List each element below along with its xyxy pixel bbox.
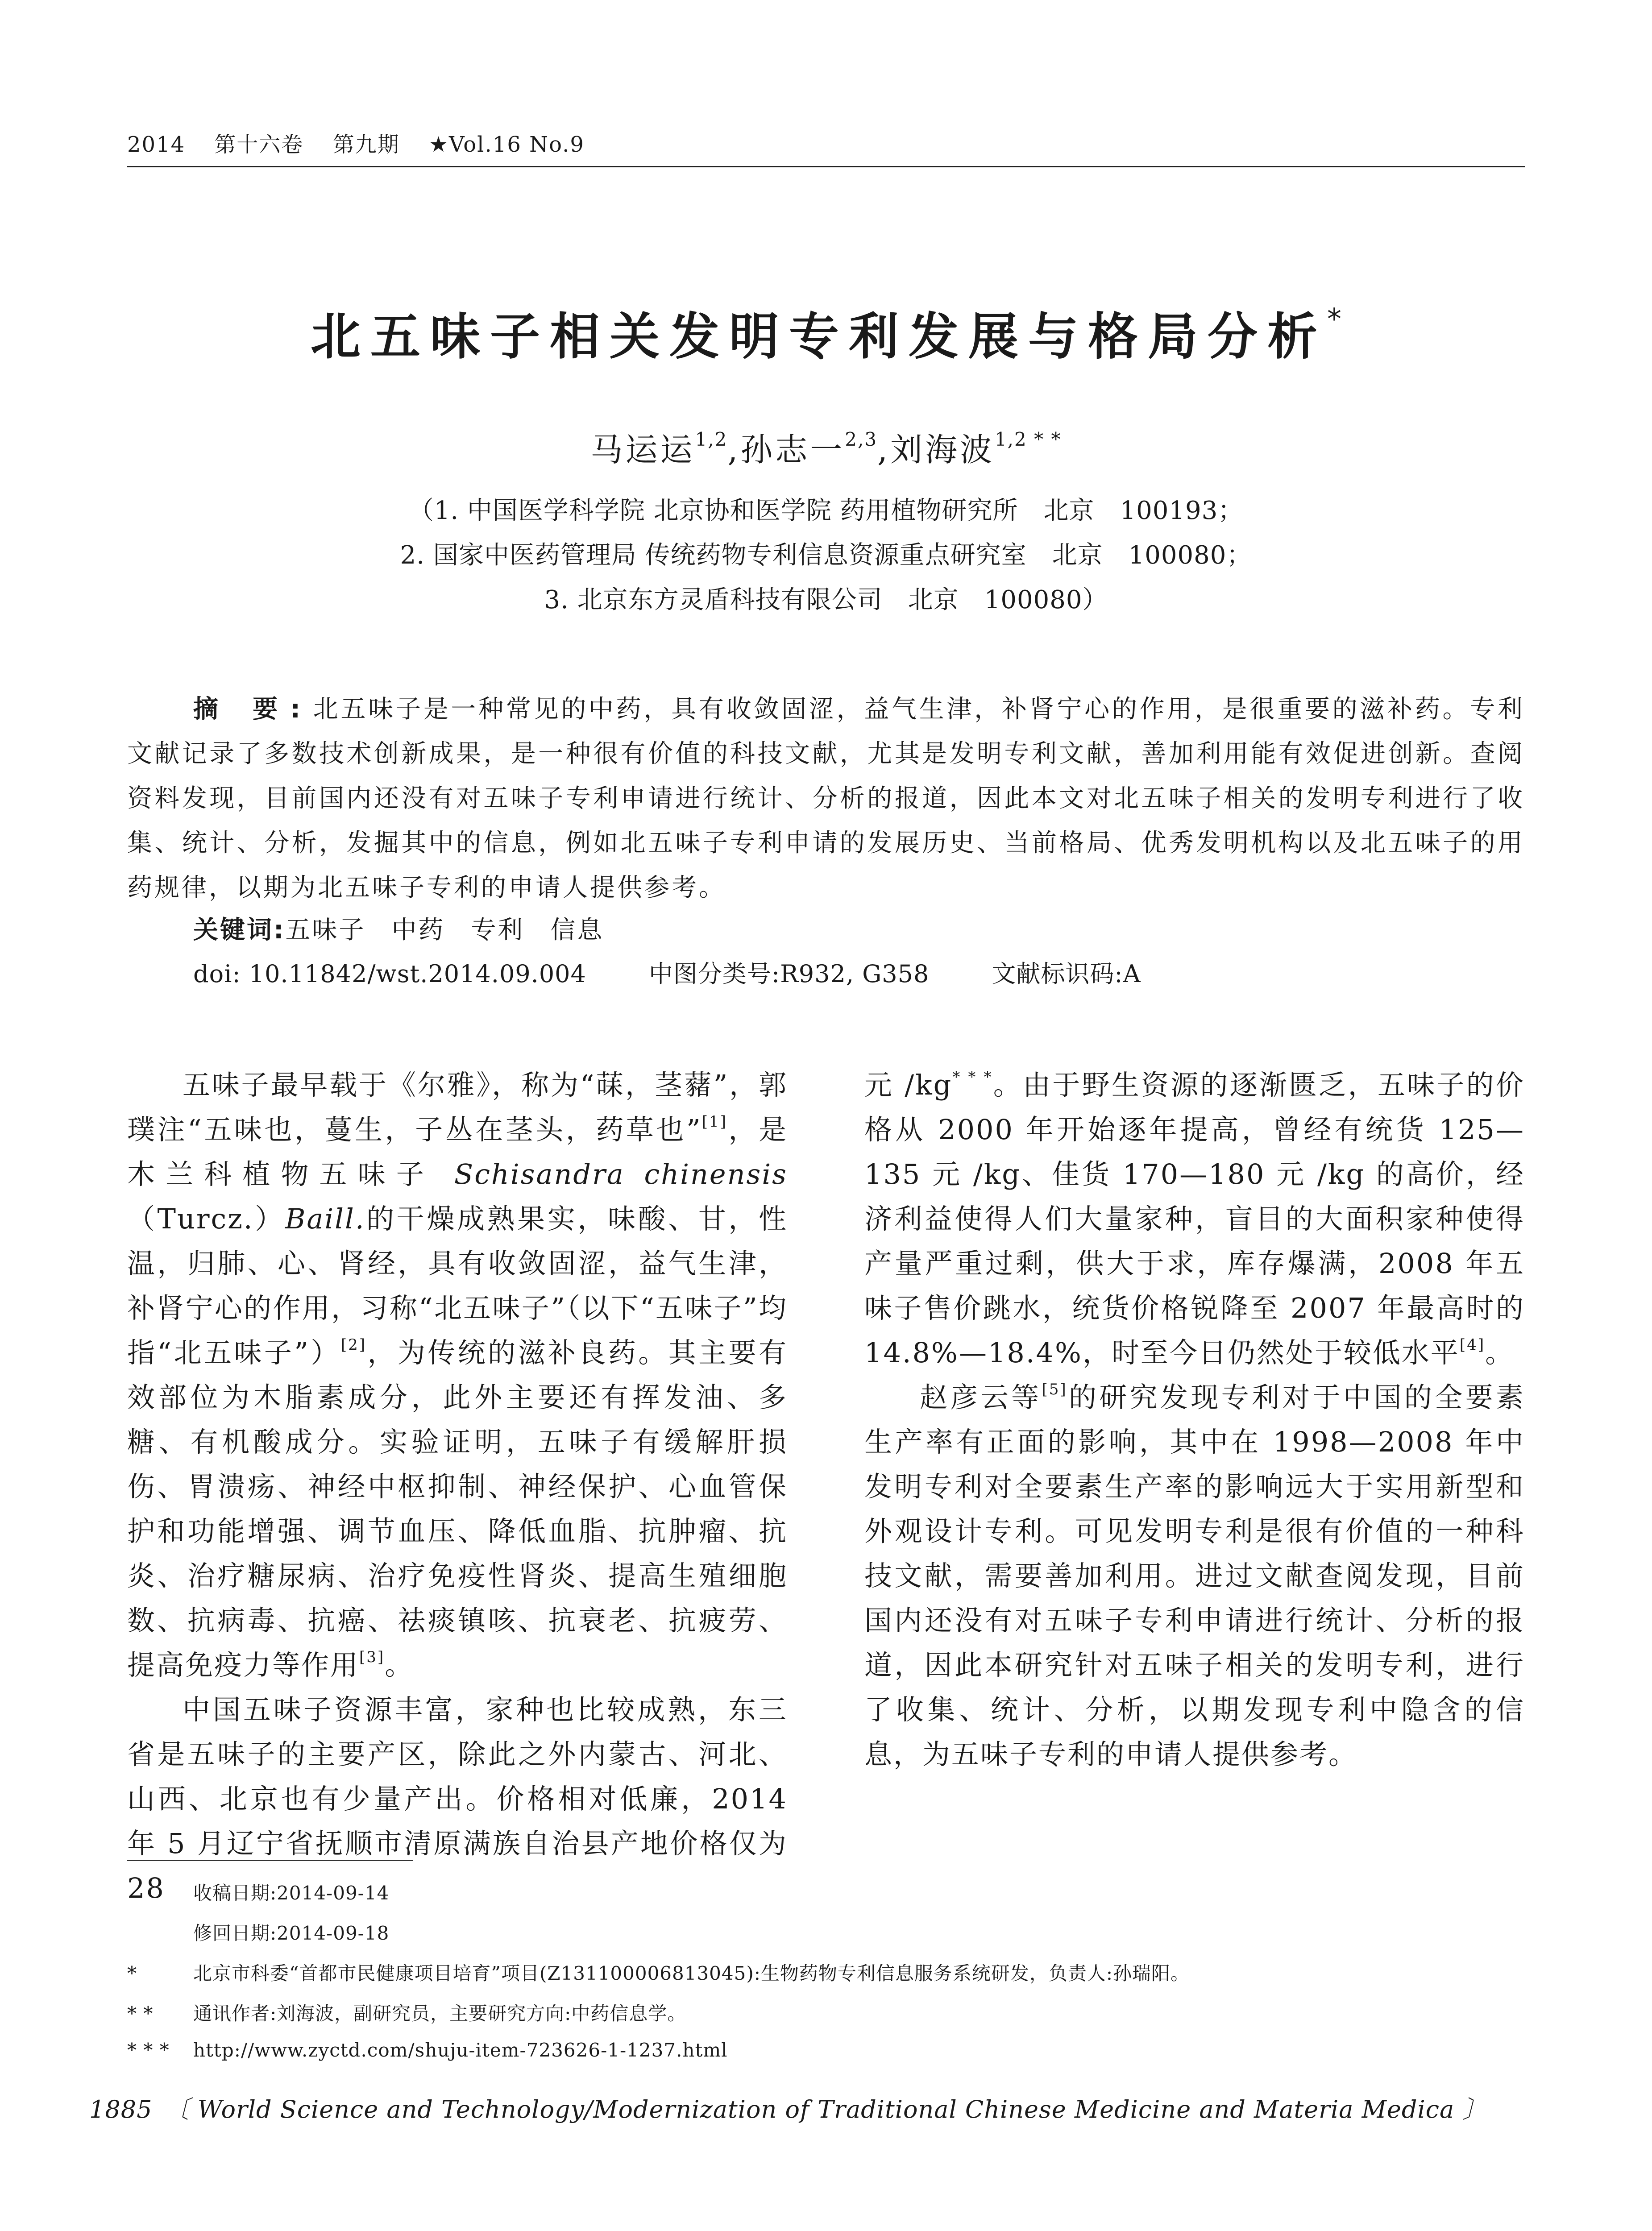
- body-text: 赵彦云等: [920, 1381, 1042, 1414]
- author-name: 孙志一: [740, 431, 845, 469]
- running-header: [127, 127, 606, 158]
- author-list: [0, 424, 1652, 470]
- body-text: 的干燥成熟果实，味酸、甘，性温，归肺、心、肾经，具有收敛固涩，益气生津，补肾宁心的作用，习称“北五味子”（以下“五味子”均指“北五味子”）: [127, 1203, 788, 1369]
- article-metadata: [193, 955, 1204, 989]
- funding-note: [127, 1959, 1190, 1986]
- footnote-text: 北京市科委“首都市民健康项目培育”项目(Z131100006813045):生物药物专利信息服务系统研发，负责人:孙瑞阳。: [193, 1962, 1190, 1984]
- footnote-mark: * * *: [952, 1068, 993, 1086]
- keyword: 专利: [471, 916, 525, 945]
- citation: [4]: [1459, 1336, 1486, 1354]
- keywords: [193, 910, 630, 946]
- page-number: 1885: [89, 2095, 153, 2123]
- body-text: ，是木兰科植物五味子: [127, 1113, 788, 1190]
- title-footnote-mark: *: [1327, 303, 1341, 336]
- author-name: 马运运: [590, 431, 695, 469]
- affiliation-line: （1. 中国医学科学院 北京协和医学院 药用植物研究所 北京 100193；: [408, 496, 1244, 525]
- classification-number: 中图分类号:R932, G358: [648, 960, 930, 988]
- header-volume: 第十六卷: [214, 132, 304, 157]
- corresponding-author-note: [127, 1999, 686, 2026]
- received-date: 收稿日期:2014-09-14: [193, 1882, 390, 1904]
- author-affiliation-mark: 2,3: [845, 428, 878, 450]
- page-footer: [89, 2090, 1487, 2125]
- body-paragraph: [127, 1063, 788, 1688]
- body-text: ，为传统的滋补良药。其主要有效部位为木脂素成分，此外主要还有挥发油、多糖、有机酸成分。实验证明，五味子有缓解肝损伤、胃溃疡、神经中枢抑制、神经保护、心血管保护和功能增强、调节血压、降低血脂、抗肿瘤、抗炎、治疗糖尿病、治疗免疫性肾炎、提高生殖细胞数、抗病毒、抗癌、祛痰镇咳、抗衰老、抗疲劳、提高免疫力等作用: [127, 1336, 788, 1681]
- species-authority: Baill.: [285, 1203, 365, 1235]
- body-paragraph: 中国五味子资源丰富，家种也比较成熟，东三省是五味子的主要产区，除此之外内蒙古、河北、山西、北京也有少量产出。价格相对低廉，2014 年 5 月辽宁省抚顺市清原满族自治县产地价格仅为 28: [127, 1693, 788, 1904]
- journal-name: 〔 World Science and Technology/Modernization of Traditional Chinese Medicine and Materia Medica 〕: [165, 2095, 1487, 2123]
- body-paragraph: [864, 1375, 1525, 1777]
- abstract-label: 摘 要:: [193, 695, 313, 724]
- footnote-mark: * * *: [127, 2039, 170, 2061]
- keyword: 五味子: [285, 916, 366, 945]
- body-text: 五味子最早载于《尔雅》，称为“菋，茎藸”，郭璞注“五味也，蔓生，子丛在茎头，药草也”: [127, 1069, 788, 1146]
- footnote-url[interactable]: http://www.zyctd.com/shuju-item-723626-1-1237.html: [193, 2039, 728, 2061]
- citation: [2]: [340, 1336, 366, 1354]
- paper-title: [0, 297, 1652, 369]
- footnote-mark: *: [127, 1962, 137, 1984]
- footnote-mark: * *: [127, 2003, 154, 2024]
- footnote-rule: [127, 1860, 413, 1861]
- author-separator: ,: [727, 431, 741, 469]
- keywords-label: 关键词:: [193, 916, 286, 945]
- footnote-text: 通讯作者:刘海波，副研究员，主要研究方向:中药信息学。: [193, 2003, 687, 2024]
- body-text: 。: [1485, 1336, 1515, 1369]
- body-paragraph: [864, 1063, 1525, 1375]
- body-text: 。由于野生资源的逐渐匮乏，五味子的价格从 2000 年开始逐年提高，曾经有统货 125—135 元 /kg、佳货 170—180 元 /kg 的高价，经济利益使得人们大量家种，盲目的大面积家种使得产量严重过剩，供大于求，库存爆满，2008 年五味子售价跳水，统货价格锐降至 2007 年最高时的 14.8%—18.4%，时至今日仍然处于较低水平: [864, 1069, 1525, 1369]
- citation: [3]: [359, 1648, 385, 1666]
- affiliation-line: 3. 北京东方灵盾科技有限公司 北京 100080）: [544, 585, 1108, 614]
- body-text: 。: [385, 1649, 414, 1681]
- species-name: Schisandra chinensis: [454, 1158, 788, 1190]
- body-column-right: [864, 1063, 1525, 1777]
- citation: [5]: [1042, 1381, 1067, 1398]
- author-affiliation-mark: 1,2 * *: [994, 428, 1062, 450]
- citation: [1]: [701, 1113, 727, 1131]
- header-volume-en: ★Vol.16 No.9: [428, 132, 585, 157]
- revised-date: 修回日期:2014-09-18: [193, 1922, 390, 1944]
- abstract-text: 北五味子是一种常见的中药，具有收敛固涩，益气生津，补肾宁心的作用，是很重要的滋补药。专利文献记录了多数技术创新成果，是一种很有价值的科技文献，尤其是发明专利文献，善加利用能有效促进创新。查阅资料发现，目前国内还没有对五味子专利申请进行统计、分析的报道，因此本文对北五味子相关的发明专利进行了收集、统计、分析，发掘其中的信息，例如北五味子专利申请的发展历史、当前格局、优秀发明机构以及北五味子的用药规律，以期为北五味子专利的申请人提供参考。: [127, 695, 1525, 902]
- body-text: （Turcz.）: [127, 1203, 285, 1235]
- body-text: 元 /kg: [864, 1069, 953, 1101]
- paper-title-text: 北五味子相关发明专利发展与格局分析: [311, 308, 1327, 366]
- author-separator: ,: [877, 431, 890, 469]
- author-name: 刘海波: [890, 431, 995, 469]
- abstract: [127, 687, 1525, 910]
- header-year: 2014: [127, 132, 186, 157]
- keyword: 中药: [391, 916, 445, 945]
- header-rule: [127, 166, 1525, 167]
- body-text: 的研究发现专利对于中国的全要素生产率有正面的影响，其中在 1998—2008 年中发明专利对全要素生产率的影响远大于实用新型和外观设计专利。可见发明专利是很有价值的一种科技文献，需要善加利用。进过文献查阅发现，目前国内还没有对五味子专利申请进行统计、分析的报道，因此本研究针对五味子相关的发明专利，进行了收集、统计、分析，以期发现专利中隐含的信息，为五味子专利的申请人提供参考。: [864, 1381, 1525, 1771]
- doi: doi: 10.11842/wst.2014.09.004: [193, 960, 586, 988]
- affiliation-line: 2. 国家中医药管理局 传统药物专利信息资源重点研究室 北京 100080；: [400, 541, 1252, 570]
- source-url-note: [127, 2039, 728, 2061]
- keyword: 信息: [550, 916, 604, 945]
- body-column-left: [127, 1063, 788, 1911]
- header-issue: 第九期: [332, 132, 400, 157]
- author-affiliation-mark: 1,2: [695, 428, 728, 450]
- document-code: 文献标识码:A: [992, 960, 1141, 988]
